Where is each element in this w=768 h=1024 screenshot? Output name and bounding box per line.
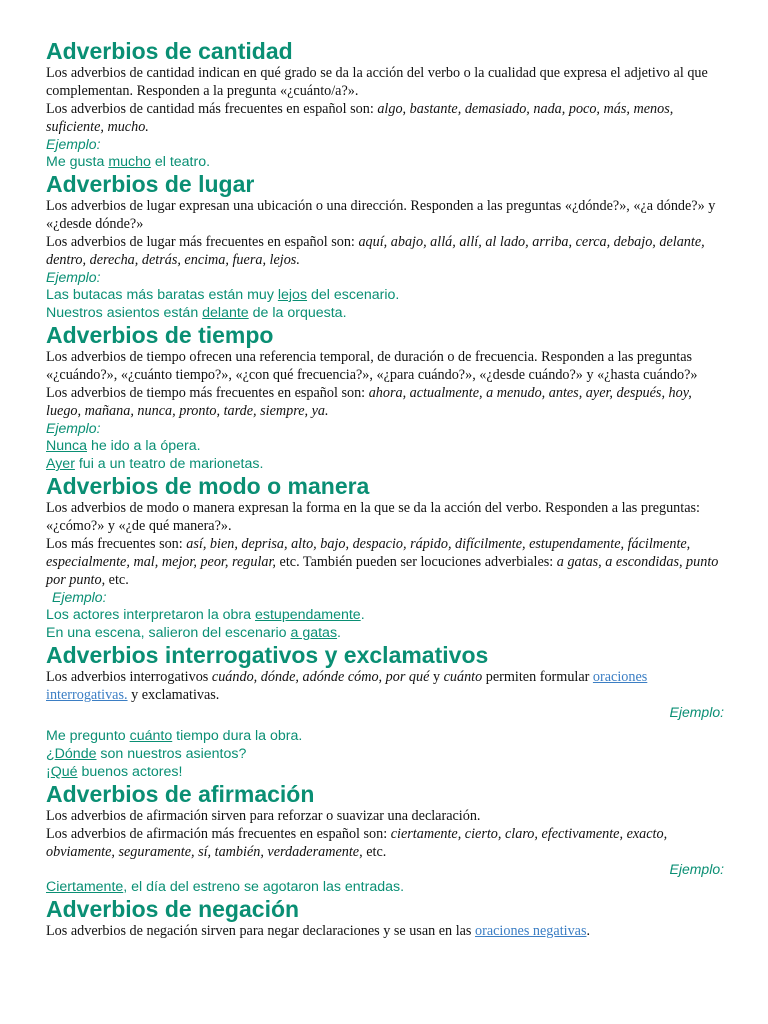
example-text: Me gusta: [46, 154, 109, 170]
example-adverb: lejos: [277, 287, 308, 303]
example-label: Ejemplo:: [669, 704, 724, 720]
example-text: .: [337, 625, 341, 641]
example-text: ¡: [46, 764, 51, 780]
paragraph-text: Los adverbios de negación sirven para negar declaraciones y se usan en las: [46, 923, 475, 939]
example-text: Nuestros asientos están: [46, 305, 203, 321]
example-adverb: Qué: [50, 764, 78, 780]
example-text: Las butacas más baratas están muy: [46, 287, 278, 303]
paragraph-text: Los más frecuentes son:: [46, 536, 187, 552]
example-label: Ejemplo:: [46, 420, 101, 436]
example-sentence: [46, 286, 724, 304]
example-text: Los actores interpretaron la obra: [46, 607, 255, 623]
example-text: En una escena, salieron del escenario: [46, 625, 291, 641]
paragraph-text: etc.: [362, 844, 387, 860]
example-label: Ejemplo:: [46, 136, 101, 152]
example-sentence: [46, 745, 724, 763]
paragraph: [46, 233, 724, 269]
example-sentence: [46, 455, 724, 473]
example-text: , el día del estreno se agotaron las entradas.: [123, 879, 405, 895]
example-adverb: mucho: [108, 154, 151, 170]
paragraph: Los adverbios de afirmación sirven para reforzar o suavizar una declaración.: [46, 808, 481, 824]
paragraph-text: , etc.: [101, 572, 129, 588]
example-text: fui a un teatro de marionetas.: [74, 456, 264, 472]
example-adverb: Dónde: [54, 746, 97, 762]
paragraph: Los adverbios de cantidad indican en qué grado se da la acción del verbo o la cualidad que expresa el adjetivo al que complementan. Responden a la pregunta «¿cuánto/a?».: [46, 65, 708, 99]
example-adverb: estupendamente: [255, 607, 361, 623]
example-sentence: [46, 624, 724, 642]
paragraph: [46, 668, 724, 704]
heading-adverbios-interrogativos: Adverbios interrogativos y exclamativos: [46, 642, 489, 668]
example-label: Ejemplo:: [52, 589, 107, 605]
example-text: son nuestros asientos?: [96, 746, 247, 762]
paragraph-text: Los adverbios de lugar más frecuentes en español son:: [46, 234, 359, 250]
example-adverb: a gatas: [290, 625, 338, 641]
heading-adverbios-modo: Adverbios de modo o manera: [46, 473, 370, 499]
paragraph-text: Los adverbios de cantidad más frecuentes en español son:: [46, 101, 378, 117]
example-text: del escenario.: [307, 287, 400, 303]
adverb-list: a gatas, a escondidas, punto por punto: [46, 554, 719, 588]
paragraph: Los adverbios de modo o manera expresan la forma en la que se da la acción del verbo. Responden a las preguntas: «¿cómo?» y «¿de qué manera?».: [46, 500, 700, 534]
example-adverb: Ayer: [46, 456, 75, 472]
example-label: Ejemplo:: [46, 269, 101, 285]
paragraph: Los adverbios de lugar expresan una ubicación o una dirección. Responden a las preguntas «¿dónde?», «¿a dónde?» y «¿desde dónde?»: [46, 198, 716, 232]
example-sentence: [46, 304, 724, 322]
heading-adverbios-afirmacion: Adverbios de afirmación: [46, 781, 315, 807]
paragraph: Los adverbios de tiempo ofrecen una referencia temporal, de duración o de frecuencia. Responden a las preguntas «¿cuándo?», «¿cuánto tiempo?», «¿con qué frecuencia?», «¿para cuándo?», «¿desde cuándo?» y «¿hasta cuándo?»: [46, 349, 698, 383]
paragraph-text: Los adverbios de tiempo más frecuentes en español son:: [46, 385, 369, 401]
example-text: Me pregunto: [46, 728, 130, 744]
example-text: el teatro.: [150, 154, 211, 170]
paragraph: [46, 825, 724, 861]
paragraph-text: y: [429, 669, 444, 685]
paragraph-text: .: [586, 923, 591, 939]
example-sentence: [46, 763, 724, 781]
paragraph-text: y exclamativas.: [127, 687, 220, 703]
heading-adverbios-cantidad: Adverbios de cantidad: [46, 38, 293, 64]
example-adverb: Nunca: [46, 438, 88, 454]
example-text: buenos actores!: [77, 764, 183, 780]
paragraph-text: etc. También pueden ser locuciones adverbiales:: [275, 554, 557, 570]
heading-adverbios-lugar: Adverbios de lugar: [46, 171, 255, 197]
example-text: he ido a la ópera.: [87, 438, 201, 454]
example-text: tiempo dura la obra.: [172, 728, 303, 744]
link-oraciones-negativas[interactable]: oraciones negativas: [475, 923, 587, 939]
example-sentence: [46, 437, 724, 455]
example-adverb: Ciertamente: [46, 879, 124, 895]
adverb-list: ciertamente, cierto, claro, efectivamente, exacto, obviamente, seguramente, sí, también, verdaderamente,: [46, 826, 668, 860]
example-adverb: delante: [202, 305, 249, 321]
adverb-list: cuándo, dónde, adónde cómo, por qué: [211, 669, 430, 685]
adverb-list: ahora, actualmente, a menudo, antes, ayer, después, hoy, luego, mañana, nunca, pronto, tarde, siempre, ya.: [46, 385, 692, 419]
example-text: ¿: [46, 746, 55, 762]
paragraph: [46, 384, 724, 420]
paragraph: [46, 922, 724, 940]
heading-adverbios-negacion: Adverbios de negación: [46, 896, 300, 922]
example-text: de la orquesta.: [248, 305, 347, 321]
example-sentence: [46, 606, 724, 624]
adverb-list: así, bien, deprisa, alto, bajo, despacio, rápido, difícilmente, estupendamente, fácilmente, especialmente, mal, mejor, peor, regular,: [46, 536, 691, 570]
paragraph-text: permiten formular: [482, 669, 593, 685]
example-sentence: [46, 153, 724, 171]
heading-adverbios-tiempo: Adverbios de tiempo: [46, 322, 274, 348]
paragraph-text: Los adverbios interrogativos: [46, 669, 212, 685]
adverb-list: cuánto: [443, 669, 483, 685]
paragraph: [46, 535, 724, 589]
example-adverb: cuánto: [129, 728, 173, 744]
example-sentence: [46, 727, 724, 745]
link-oraciones-interrogativas[interactable]: oraciones interrogativas.: [46, 669, 648, 703]
paragraph-text: Los adverbios de afirmación más frecuentes en español son:: [46, 826, 391, 842]
example-sentence: [46, 878, 724, 896]
example-text: .: [360, 607, 365, 623]
paragraph: [46, 100, 724, 136]
adverb-list: aquí, abajo, allá, allí, al lado, arriba, cerca, debajo, delante, dentro, derecha, detrás, encima, fuera, lejos.: [46, 234, 705, 268]
adverb-list: algo, bastante, demasiado, nada, poco, más, menos, suficiente, mucho.: [46, 101, 674, 135]
example-label: Ejemplo:: [669, 861, 724, 877]
